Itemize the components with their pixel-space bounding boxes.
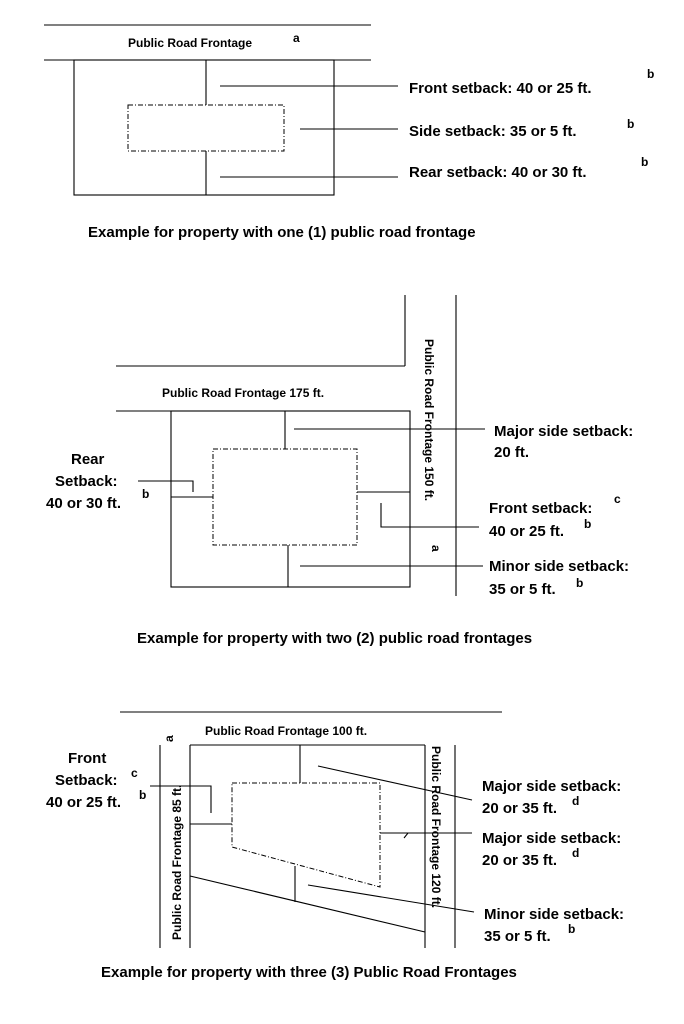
major-side-setback-value-1: 20 or 35 ft. (482, 800, 558, 817)
rear-setback-footnote: b (641, 155, 649, 169)
front-setback-label-line2: Setback: (55, 772, 118, 789)
rear-setback-value: 40 or 30 ft. (46, 495, 122, 512)
front-setback-footnote-b: b (139, 788, 147, 802)
front-setback-label-line1: Front (68, 750, 107, 767)
front-leader-line (381, 503, 479, 527)
caption-two-frontages: Example for property with two (2) public road frontages (137, 630, 533, 647)
front-setback-footnote-b: b (584, 517, 592, 531)
minor-side-setback-label: Minor side setback: (489, 558, 630, 575)
major-side-setback-value: 20 ft. (494, 444, 530, 461)
caption-three-frontages: Example for property with three (3) Public Road Frontages (101, 964, 517, 981)
front-setback-value: 40 or 25 ft. (46, 794, 122, 811)
building-envelope (213, 449, 357, 545)
minor-leader-line (308, 885, 474, 912)
major-side-setback-value-2: 20 or 35 ft. (482, 852, 558, 869)
rear-setback-footnote: b (142, 487, 150, 501)
diagram-two-frontages (46, 295, 633, 647)
building-envelope (128, 105, 284, 151)
lot-rear-diagonal (190, 876, 425, 932)
lot-boundary (171, 411, 410, 587)
road-frontage-right-label: Public Road Frontage 120 ft. (429, 746, 443, 909)
rear-setback-label-line2: Setback: (55, 473, 118, 490)
major-side-setback-label-1: Major side setback: (482, 778, 622, 795)
road-frontage-right-label: Public Road Frontage 150 ft. (422, 339, 436, 502)
front-setback-label: Front setback: (489, 500, 593, 517)
building-envelope (232, 783, 380, 887)
major-side-setback-footnote-1: d (572, 794, 580, 808)
front-setback-footnote-c: c (131, 766, 138, 780)
side-setback-footnote: b (627, 117, 635, 131)
rear-setback-label-line1: Rear (71, 451, 105, 468)
minor-side-setback-footnote: b (568, 922, 576, 936)
road-frontage-footnote: a (293, 31, 300, 45)
side-setback-label: Side setback: 35 or 5 ft. (409, 123, 577, 140)
major-side-setback-footnote-2: d (572, 846, 580, 860)
front-setback-label: Front setback: 40 or 25 ft. (409, 80, 592, 97)
lot-boundary (74, 60, 334, 195)
minor-side-setback-value: 35 or 5 ft. (489, 581, 556, 598)
minor-side-setback-footnote: b (576, 576, 584, 590)
caption-one-frontage: Example for property with one (1) public road frontage (88, 224, 476, 241)
front-setback-footnote-c: c (614, 492, 621, 506)
major-side-setback-label-2: Major side setback: (482, 830, 622, 847)
minor-side-setback-label: Minor side setback: (484, 906, 625, 923)
road-frontage-left-label: Public Road Frontage 85 ft. (170, 784, 184, 940)
major-side-setback-label: Major side setback: (494, 423, 634, 440)
road-frontage-top-label: Public Road Frontage 175 ft. (162, 386, 325, 400)
rear-setback-label: Rear setback: 40 or 30 ft. (409, 164, 587, 181)
road-frontage-label: Public Road Frontage (128, 36, 253, 50)
diagram-one-frontage (44, 25, 654, 241)
front-setback-value: 40 or 25 ft. (489, 523, 565, 540)
major1-leader-line (318, 766, 472, 800)
minor-side-setback-value: 35 or 5 ft. (484, 928, 551, 945)
diagram-three-frontages (46, 712, 624, 981)
road-frontage-right-footnote: a (429, 545, 443, 552)
road-frontage-left-footnote: a (162, 735, 176, 742)
front-setback-footnote: b (647, 67, 655, 81)
road-frontage-top-label: Public Road Frontage 100 ft. (205, 724, 368, 738)
